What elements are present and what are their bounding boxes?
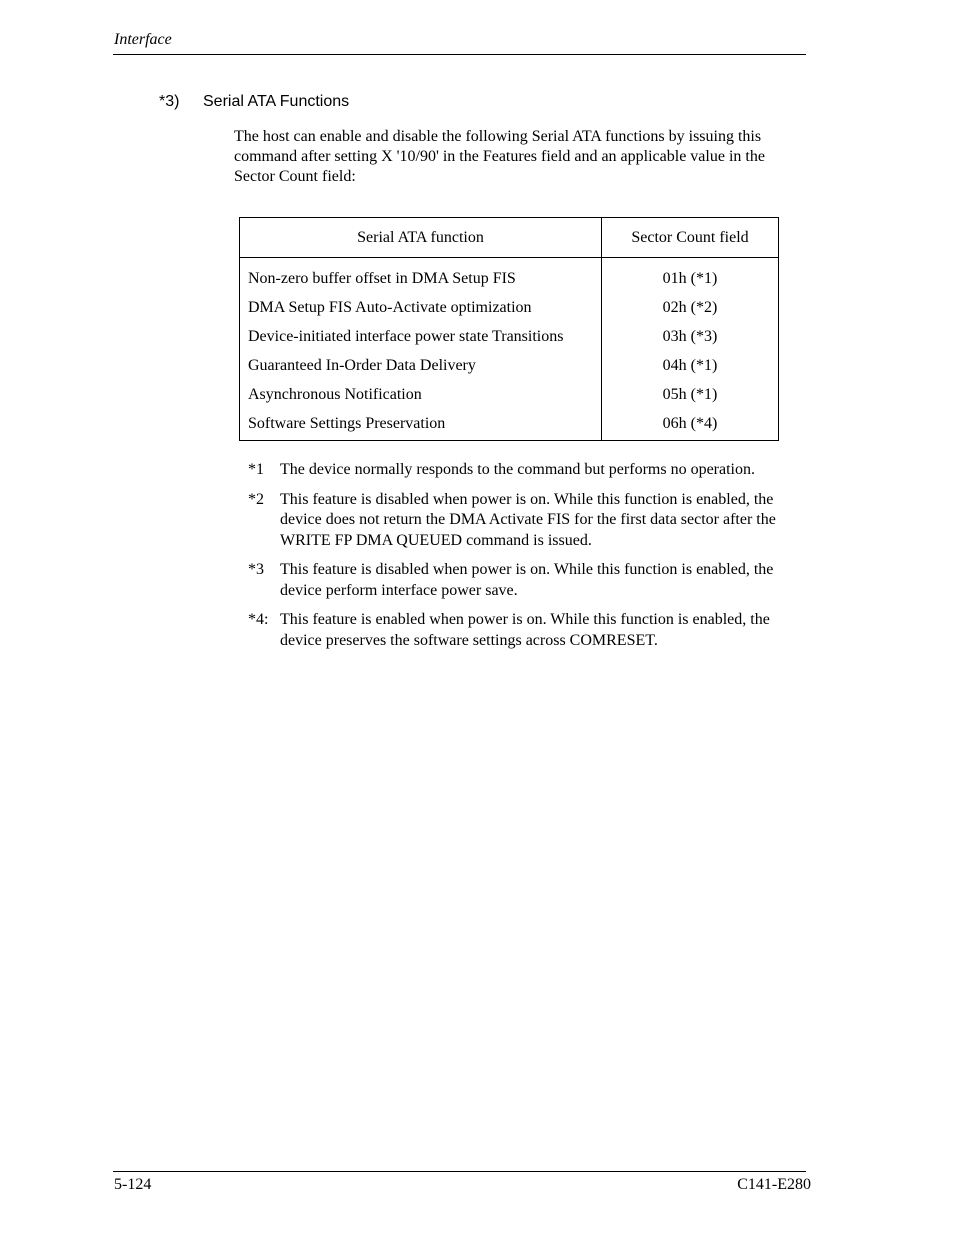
- table-row: [240, 322, 779, 351]
- footnote-mark: *3: [248, 561, 264, 578]
- intro-paragraph: The host can enable and disable the following Serial ATA functions by issuing this command after setting X '10/90' in the Features field and an applicable value in the Sector Count field:: [234, 128, 765, 185]
- footer-rule: [113, 1171, 806, 1172]
- sector-count-cell: 06h (*4): [602, 409, 779, 441]
- footnote-text: This feature is enabled when power is on. While this function is enabled, the device preserves the software settings across COMRESET.: [280, 611, 770, 649]
- document-code: C141-E280: [737, 1176, 811, 1193]
- footnotes: [248, 460, 793, 660]
- function-cell: Non-zero buffer offset in DMA Setup FIS: [240, 258, 602, 294]
- footnote: [248, 610, 793, 651]
- sector-count-cell: 04h (*1): [602, 351, 779, 380]
- column-header-sector-count: Sector Count field: [602, 218, 779, 258]
- footnote: [248, 560, 793, 601]
- footnote-text: This feature is disabled when power is on. While this function is enabled, the device perform interface power save.: [280, 561, 774, 599]
- footnote-text: This feature is disabled when power is on. While this function is enabled, the device does not return the DMA Activate FIS for the first data sector after the WRITE FP DMA QUEUED command is issued.: [280, 490, 776, 549]
- footnote-text: The device normally responds to the command but performs no operation.: [280, 461, 755, 478]
- function-cell: Asynchronous Notification: [240, 380, 602, 409]
- section-heading: [159, 93, 349, 111]
- sector-count-cell: 02h (*2): [602, 293, 779, 322]
- column-header-function: Serial ATA function: [240, 218, 602, 258]
- header-rule: [113, 54, 806, 55]
- function-cell: Device-initiated interface power state Transitions: [240, 322, 602, 351]
- footnote: [248, 460, 793, 481]
- page-number: 5-124: [114, 1176, 152, 1193]
- footnote: [248, 490, 793, 552]
- sector-count-cell: 01h (*1): [602, 258, 779, 294]
- function-cell: DMA Setup FIS Auto-Activate optimization: [240, 293, 602, 322]
- table-row: [240, 409, 779, 441]
- section-number: *3): [159, 93, 180, 110]
- function-cell: Guaranteed In-Order Data Delivery: [240, 351, 602, 380]
- table-row: [240, 293, 779, 322]
- section-title: Serial ATA Functions: [203, 93, 350, 110]
- table-row: [240, 351, 779, 380]
- function-cell: Software Settings Preservation: [240, 409, 602, 441]
- sector-count-cell: 03h (*3): [602, 322, 779, 351]
- footnote-mark: *2: [248, 490, 264, 508]
- running-header: Interface: [114, 31, 172, 48]
- footnote-mark: *1: [248, 461, 264, 478]
- footnote-mark: *4:: [248, 611, 269, 628]
- table-header-row: [240, 218, 779, 258]
- table-row: [240, 258, 779, 294]
- sector-count-cell: 05h (*1): [602, 380, 779, 409]
- table-row: [240, 380, 779, 409]
- serial-ata-function-table: [239, 217, 779, 441]
